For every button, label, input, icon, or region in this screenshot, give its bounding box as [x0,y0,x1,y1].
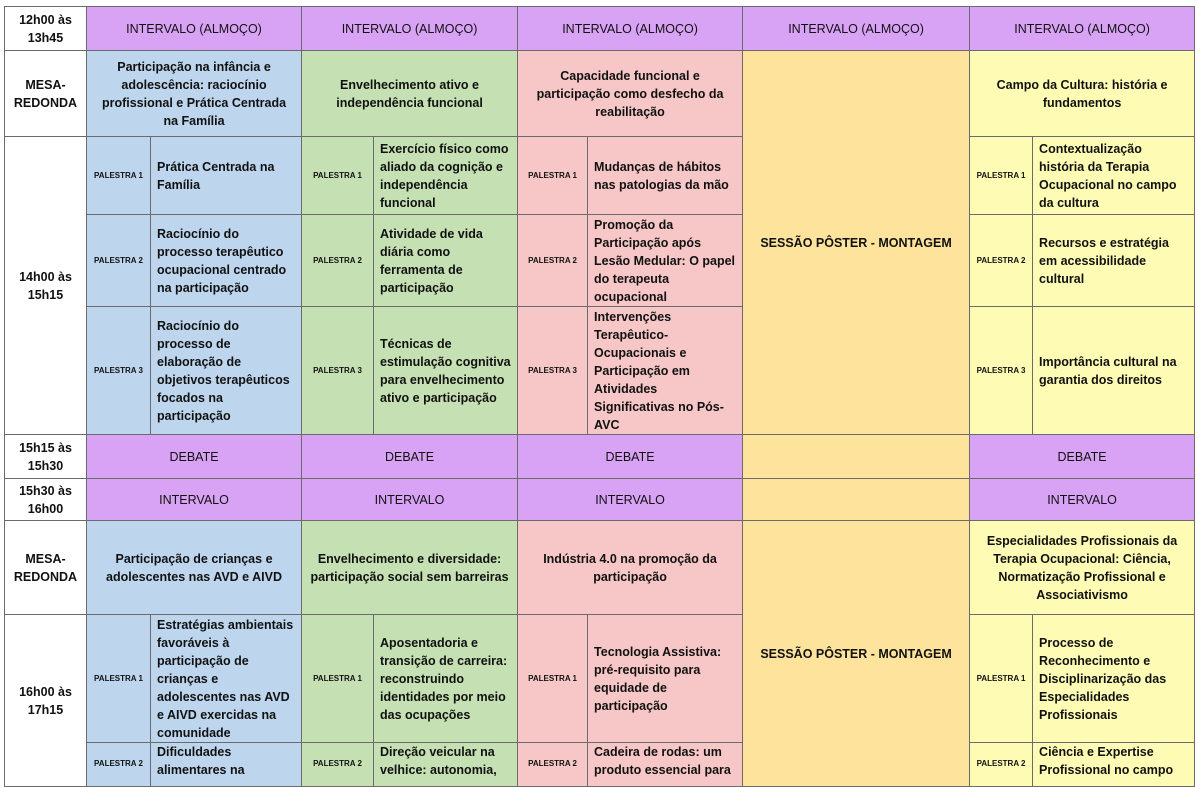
lunch-cell: INTERVALO (ALMOÇO) [743,7,970,51]
palestra-title: Contextualização história da Terapia Ocupacional no campo da cultura [1033,137,1195,215]
time-cell: 14h00 às 15h15 [5,137,87,435]
palestra-title: Cadeira de rodas: um produto essencial para [588,743,743,787]
palestra-label: PALESTRA 1 [970,615,1033,743]
palestra-title: Dificuldades alimentares na [151,743,302,787]
mesa-title: Campo da Cultura: história e fundamentos [970,51,1195,137]
time-cell: 12h00 às 13h45 [5,7,87,51]
mesa-title: Envelhecimento ativo e independência funcional [302,51,518,137]
palestra-title: Aposentadoria e transição de carreira: reconstruindo identidades por meio das ocupações [374,615,518,743]
intervalo-cell: INTERVALO [518,479,743,521]
schedule-table [4,6,1195,787]
row-palestra-1 [5,137,1195,215]
palestra-label: PALESTRA 1 [87,615,151,743]
lunch-cell: INTERVALO (ALMOÇO) [302,7,518,51]
poster-gap-cell [743,479,970,521]
palestra-label: PALESTRA 3 [970,307,1033,435]
palestra-label: PALESTRA 1 [302,137,374,215]
debate-cell: DEBATE [302,435,518,479]
mesa-title: Participação na infância e adolescência: raciocínio profissional e Prática Centrada na Família [87,51,302,137]
lunch-cell: INTERVALO (ALMOÇO) [970,7,1195,51]
palestra-title: Estratégias ambientais favoráveis à participação de crianças e adolescentes nas AVD e AIVD exercidas na comunidade [151,615,302,743]
palestra-title: Técnicas de estimulação cognitiva para envelhecimento ativo e participação [374,307,518,435]
palestra-title: Exercício físico como aliado da cognição e independência funcional [374,137,518,215]
row-mesa-2 [5,521,1195,615]
palestra-label: PALESTRA 2 [302,743,374,787]
palestra-label: PALESTRA 2 [518,215,588,307]
lunch-cell: INTERVALO (ALMOÇO) [518,7,743,51]
palestra-title: Raciocínio do processo de elaboração de objetivos terapêuticos focados na participação [151,307,302,435]
palestra-label: PALESTRA 1 [518,615,588,743]
row-palestra-3 [5,307,1195,435]
palestra-title: Prática Centrada na Família [151,137,302,215]
time-cell: 15h30 às 16h00 [5,479,87,521]
palestra-title: Intervenções Terapêutico-Ocupacionais e Participação em Atividades Significativas no Pós-AVC [588,307,743,435]
row-palestra-2 [5,215,1195,307]
palestra-title: Recursos e estratégia em acessibilidade cultural [1033,215,1195,307]
palestra-label: PALESTRA 2 [970,743,1033,787]
palestra-title: Raciocínio do processo terapêutico ocupacional centrado na participação [151,215,302,307]
palestra-title: Mudanças de hábitos nas patologias da mão [588,137,743,215]
debate-cell: DEBATE [518,435,743,479]
poster-session: SESSÃO PÔSTER - MONTAGEM [743,51,970,435]
palestra-label: PALESTRA 1 [518,137,588,215]
mesa-title: Envelhecimento e diversidade: participação social sem barreiras [302,521,518,615]
palestra-label: PALESTRA 2 [302,215,374,307]
palestra-label: PALESTRA 2 [970,215,1033,307]
time-cell: 15h15 às 15h30 [5,435,87,479]
palestra-title: Processo de Reconhecimento e Disciplinarização das Especialidades Profissionais [1033,615,1195,743]
palestra-label: PALESTRA 3 [87,307,151,435]
mesa-title: Capacidade funcional e participação como desfecho da reabilitação [518,51,743,137]
palestra-title: Importância cultural na garantia dos direitos [1033,307,1195,435]
palestra-title: Promoção da Participação após Lesão Medular: O papel do terapeuta ocupacional [588,215,743,307]
mesa-title: Participação de crianças e adolescentes nas AVD e AIVD [87,521,302,615]
mesa-title: Indústria 4.0 na promoção da participação [518,521,743,615]
palestra-label: PALESTRA 2 [87,215,151,307]
palestra-title: Ciência e Expertise Profissional no campo [1033,743,1195,787]
palestra-label: PALESTRA 3 [302,307,374,435]
debate-cell: DEBATE [970,435,1195,479]
intervalo-cell: INTERVALO [970,479,1195,521]
row-debate [5,435,1195,479]
time-cell: MESA-REDONDA [5,521,87,615]
row-mesa-1 [5,51,1195,137]
palestra-title: Direção veicular na velhice: autonomia, [374,743,518,787]
palestra-label: PALESTRA 1 [970,137,1033,215]
row-palestra-2b [5,743,1195,787]
intervalo-cell: INTERVALO [87,479,302,521]
palestra-label: PALESTRA 1 [302,615,374,743]
palestra-label: PALESTRA 3 [518,307,588,435]
palestra-label: PALESTRA 1 [87,137,151,215]
palestra-label: PALESTRA 2 [87,743,151,787]
time-cell: MESA-REDONDA [5,51,87,137]
intervalo-cell: INTERVALO [302,479,518,521]
time-cell: 16h00 às 17h15 [5,615,87,787]
poster-gap-cell [743,435,970,479]
mesa-title: Especialidades Profissionais da Terapia Ocupacional: Ciência, Normatização Profissional e Associativismo [970,521,1195,615]
row-intervalo [5,479,1195,521]
lunch-cell: INTERVALO (ALMOÇO) [87,7,302,51]
debate-cell: DEBATE [87,435,302,479]
palestra-title: Atividade de vida diária como ferramenta de participação [374,215,518,307]
row-palestra-1b [5,615,1195,743]
poster-session: SESSÃO PÔSTER - MONTAGEM [743,521,970,787]
row-almoco [5,7,1195,51]
palestra-title: Tecnologia Assistiva: pré-requisito para equidade de participação [588,615,743,743]
palestra-label: PALESTRA 2 [518,743,588,787]
